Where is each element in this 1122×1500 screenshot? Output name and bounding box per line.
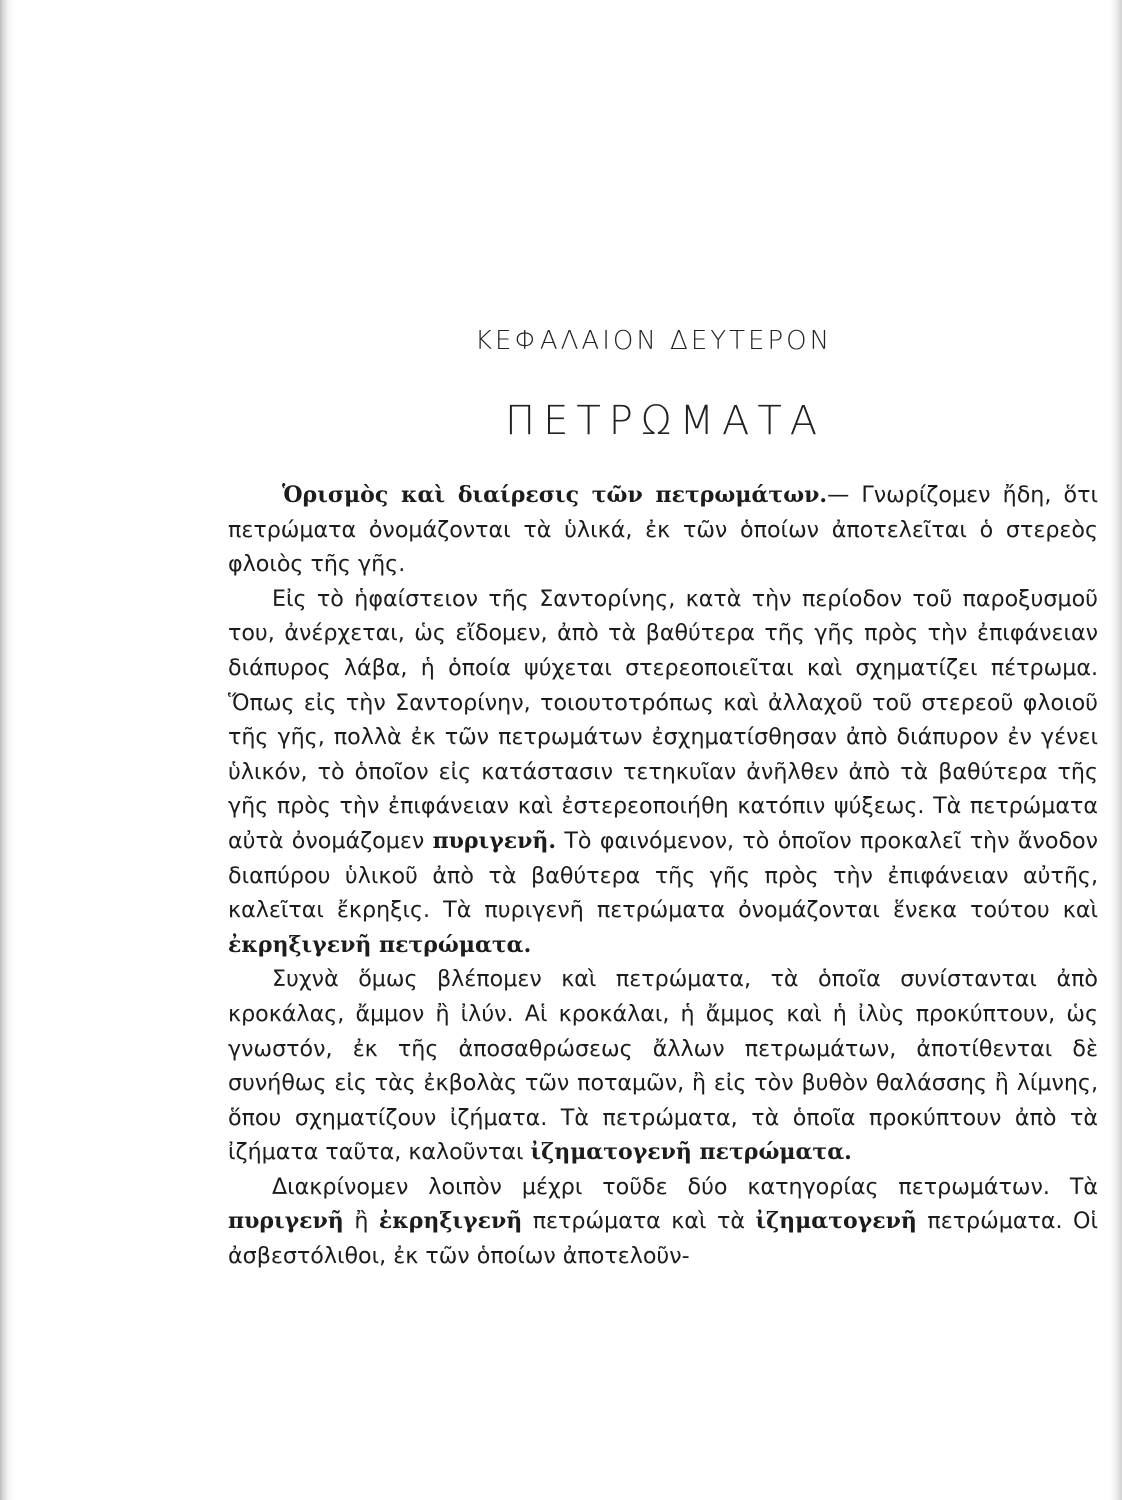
paragraph-4-part1: Διακρίνομεν λοιπὸν μέχρι τοῦδε δύο κατηγορίας πετρωμάτων. Τὰ — [272, 1173, 1098, 1200]
paragraph-3-part1: Συχνὰ ὅμως βλέπομεν καὶ πετρώματα, τὰ ὁποῖα συνίστανται ἀπὸ κροκάλας, ἄμμον ἢ ἰλύν. Αἱ κροκάλαι, ἡ ἄμμος καὶ ἡ ἰλὺς προκύπτουν, ὡς γνωστόν, ἐκ τῆς ἀποσαθρώσεως ἄλλων πετρωμάτων, ἀποτίθενται δὲ συνήθως εἰς τὰς ἐκβολὰς τῶν ποταμῶν, ἢ εἰς τὸν βυθὸν θαλάσσης ἢ λίμνης, ὅπου σχηματίζουν ἰζήματα. Τὰ πετρώματα, τὰ ὁποῖα προκύπτουν ἀπὸ τὰ ἰζήματα ταῦτα, καλοῦνται — [228, 966, 1098, 1166]
term-izimatogeni-2: ἰζηματογενῆ — [755, 1208, 917, 1235]
paragraph-1-text: — Γνωρίζομεν ἤδη, ὅτι πετρώματα ὀνομάζονται τὰ ὑλικά, ἐκ τῶν ὁποίων ἀποτελεῖται ὁ στερεὸς φλοιὸς τῆς γῆς. — [228, 482, 1098, 578]
paragraph-4-part2: πετρώματα καὶ τὰ — [532, 1208, 745, 1235]
chapter-title: ΠΕΤΡΩΜΑΤΑ — [505, 398, 826, 444]
paragraph-4 — [228, 1170, 1098, 1274]
paragraph-4-part3: πετρώματα. Οἱ ἀσβεστόλιθοι, ἐκ τῶν ὁποίων ἀποτελοῦν- — [228, 1208, 1098, 1270]
term-ekrixigeni: ἐκρηξιγενῆ πετρώματα. — [228, 931, 532, 958]
term-ekrixigeni-2: ἐκρηξιγενῆ — [378, 1208, 523, 1235]
paragraph-2-part1: Εἰς τὸ ἡφαίστειον τῆς Σαντορίνης, κατὰ τὴν περίοδον τοῦ παροξυσμοῦ του, ἀνέρχεται, ὡς εἴδομεν, ἀπὸ τὰ βαθύτερα τῆς γῆς πρὸς τὴν ἐπιφάνειαν διάπυρος λάβα, ἡ ὁποία ψύχεται στερεοποιεῖται καὶ σχηματίζει πέτρωμα. Ὅπως εἰς τὴν Σαντορίνην, τοιουτοτρόπως καὶ ἀλλαχοῦ τοῦ στερεοῦ φλοιοῦ τῆς γῆς, πολλὰ ἐκ τῶν πετρωμάτων ἐσχηματίσθησαν ἀπὸ διάπυρον ἐν γένει ὑλικόν, τὸ ὁποῖον εἰς κατάστασιν τετηκυῖαν ἀνῆλθεν ἀπὸ τὰ βαθύτερα τῆς γῆς πρὸς τὴν ἐπιφάνειαν καὶ ἐστερεοποιήθη κατόπιν ψύξεως. Τὰ πετρώματα αὐτὰ ὀνομάζομεν — [228, 585, 1098, 854]
chapter-label: ΚΕΦΑΛΑΙΟΝ ΔΕΥΤΕΡΟΝ — [475, 326, 833, 356]
paragraph-2 — [228, 582, 1098, 963]
paragraph-3 — [228, 962, 1098, 1170]
paragraph-1 — [228, 478, 1098, 582]
body-text — [228, 478, 1098, 1274]
section-heading: Ὁρισμὸς καὶ διαίρεσις τῶν πετρωμάτων. — [282, 482, 828, 508]
term-izimatogeni: ἰζηματογενῆ πετρώματα. — [530, 1139, 852, 1166]
paragraph-4-mid: ἢ — [354, 1208, 369, 1235]
term-pyrigeni-2: πυριγενῆ — [228, 1208, 344, 1235]
page-right-edge — [1110, 0, 1122, 1500]
term-pyrigeni: πυριγενῆ. — [432, 827, 557, 854]
paragraph-2-part2: Τὸ φαινόμενον, τὸ ὁποῖον προκαλεῖ τὴν ἄνοδον διαπύρου ὑλικοῦ ἀπὸ τὰ βαθύτερα τῆς γῆς πρὸς τὴν ἐπιφάνειαν αὐτῆς, καλεῖται ἔκρηξις. Τὰ πυριγενῆ πετρώματα ὀνομάζονται ἕνεκα τούτου καὶ — [228, 827, 1098, 924]
page-left-edge — [0, 0, 14, 1500]
